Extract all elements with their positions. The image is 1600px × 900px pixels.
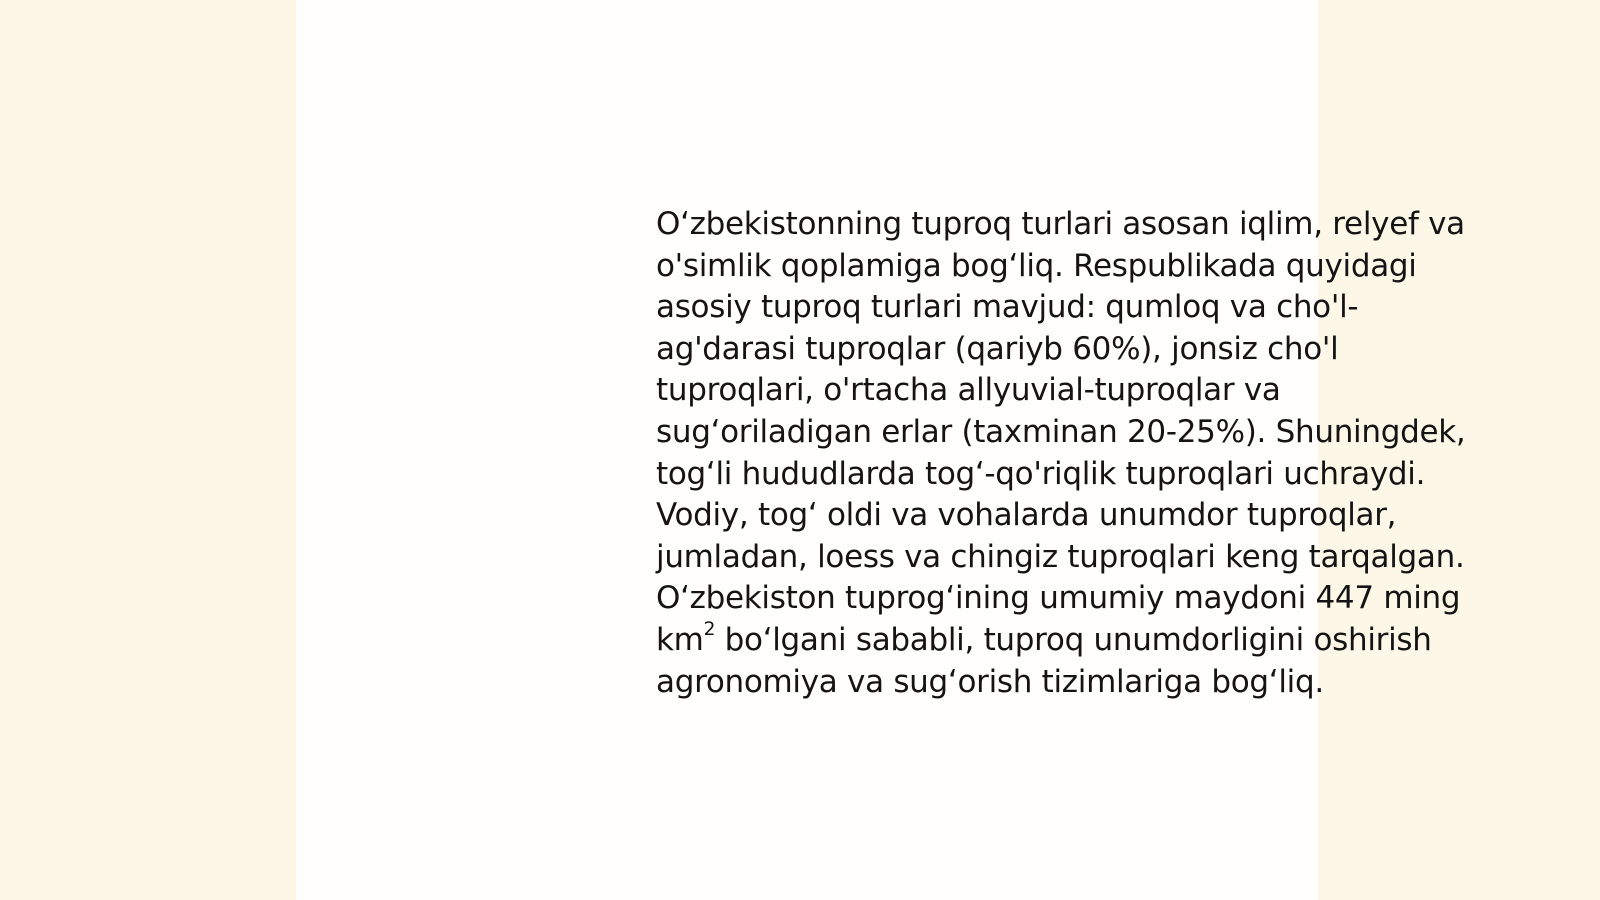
text-line: sug‘oriladigan erlar (taxminan 20-25%). Shuningdek, [656, 413, 1466, 450]
text-line: o'simlik qoplamiga bog‘liq. Respublikada quyidagi [656, 247, 1417, 284]
km-superscript: 2 [703, 619, 716, 641]
text-line: O‘zbekiston tuprog‘ining umumiy maydoni 447 ming [656, 580, 1461, 617]
text-line: tuproqlari, o'rtacha allyuvial-tuproqlar va [656, 372, 1281, 409]
slide-panel [296, 0, 1466, 900]
body-paragraph [656, 204, 1536, 703]
text-line: asosiy tuproq turlari mavjud: qumloq va cho'l- [656, 289, 1359, 326]
text-line: ag'darasi tuproqlar (qariyb 60%), jonsiz cho'l [656, 330, 1339, 367]
text-line-area [656, 620, 1536, 662]
text-line-rest: bo‘lgani sababli, tuproq unumdorligini oshirish [715, 621, 1432, 658]
text-line: O‘zbekistonning tuproq turlari asosan iqlim, relyef va [656, 206, 1465, 242]
text-line: jumladan, loess va chingiz tuproqlari keng tarqalgan. [656, 538, 1465, 575]
text-line: tog‘li hududlarda tog‘-qo'riqlik tuproqlari uchraydi. [656, 455, 1426, 492]
text-line: agronomiya va sug‘orish tizimlariga bog‘liq. [656, 663, 1324, 700]
km-unit: km [656, 621, 704, 658]
text-line: Vodiy, tog‘ oldi va vohalarda unumdor tuproqlar, [656, 497, 1397, 534]
